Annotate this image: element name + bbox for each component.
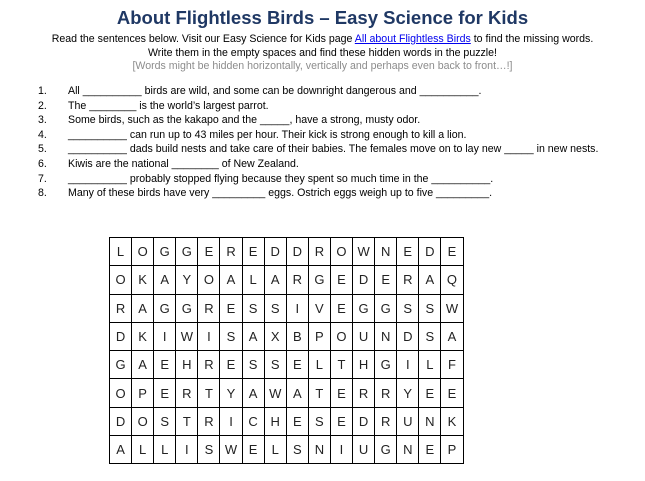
- grid-cell: E: [154, 379, 176, 407]
- sentence-list: [38, 84, 638, 201]
- grid-row: [110, 351, 464, 379]
- grid-cell: H: [264, 407, 286, 435]
- sentence-text: All __________ birds are wild, and some can be downright dangerous and __________.: [68, 85, 482, 97]
- grid-cell: D: [110, 407, 132, 435]
- grid-cell: W: [220, 436, 242, 464]
- instructions-line-2: Write them in the empty spaces and find these hidden words in the puzzle!: [147, 46, 497, 59]
- grid-cell: D: [419, 238, 441, 266]
- grid-cell: U: [397, 407, 419, 435]
- grid-cell: E: [154, 351, 176, 379]
- grid-cell: I: [397, 351, 419, 379]
- grid-cell: E: [220, 351, 242, 379]
- grid-cell: I: [330, 436, 352, 464]
- grid-cell: E: [375, 266, 397, 294]
- grid-cell: Y: [176, 266, 198, 294]
- grid-cell: H: [176, 351, 198, 379]
- grid-cell: A: [220, 266, 242, 294]
- sentence-number: 6.: [38, 157, 47, 170]
- sentence-number: 5.: [38, 143, 47, 156]
- grid-cell: Y: [397, 379, 419, 407]
- grid-cell: D: [110, 322, 132, 350]
- grid-cell: N: [397, 436, 419, 464]
- sentence-item: [38, 186, 638, 201]
- grid-cell: A: [242, 322, 264, 350]
- grid-cell: N: [308, 436, 330, 464]
- grid-cell: E: [330, 379, 352, 407]
- grid-cell: O: [330, 322, 352, 350]
- grid-cell: O: [110, 379, 132, 407]
- grid-cell: W: [264, 379, 286, 407]
- grid-cell: R: [308, 238, 330, 266]
- grid-cell: P: [308, 322, 330, 350]
- grid-cell: A: [132, 294, 154, 322]
- grid-cell: E: [441, 379, 463, 407]
- word-search-grid: [109, 237, 464, 464]
- grid-cell: P: [132, 379, 154, 407]
- instructions-text-end: to find the missing words.: [470, 33, 594, 45]
- grid-cell: A: [110, 436, 132, 464]
- grid-cell: W: [176, 322, 198, 350]
- sentence-number: 3.: [38, 114, 47, 127]
- grid-cell: T: [308, 379, 330, 407]
- grid-cell: G: [154, 238, 176, 266]
- sentence-text: __________ probably stopped flying because they spent so much time in the __________.: [68, 172, 494, 185]
- grid-cell: U: [353, 436, 375, 464]
- grid-cell: W: [353, 238, 375, 266]
- grid-cell: R: [397, 266, 419, 294]
- sentence-text: __________ dads build nests and take care of their babies. The females move on to lay new _____ in new nests.: [68, 143, 599, 156]
- grid-cell: W: [441, 294, 463, 322]
- grid-cell: D: [286, 238, 308, 266]
- grid-cell: K: [132, 266, 154, 294]
- grid-cell: G: [110, 351, 132, 379]
- grid-cell: R: [110, 294, 132, 322]
- grid-row: [110, 266, 464, 294]
- grid-cell: X: [264, 322, 286, 350]
- sentence-text: Many of these birds have very _________ eggs. Ostrich eggs weigh up to five _________.: [68, 187, 493, 200]
- grid-cell: A: [286, 379, 308, 407]
- grid-cell: E: [330, 294, 352, 322]
- grid-cell: O: [330, 238, 352, 266]
- sentence-item: [38, 84, 638, 99]
- grid-cell: N: [375, 238, 397, 266]
- grid-row: [110, 238, 464, 266]
- grid-cell: I: [220, 407, 242, 435]
- sentence-item: [38, 142, 638, 157]
- grid-cell: E: [397, 238, 419, 266]
- grid-cell: S: [308, 407, 330, 435]
- grid-cell: N: [419, 407, 441, 435]
- grid-cell: A: [242, 379, 264, 407]
- grid-cell: D: [264, 238, 286, 266]
- grid-cell: L: [132, 436, 154, 464]
- grid-cell: L: [110, 238, 132, 266]
- grid-cell: F: [441, 351, 463, 379]
- grid-cell: I: [198, 322, 220, 350]
- grid-cell: U: [353, 322, 375, 350]
- grid-cell: S: [242, 294, 264, 322]
- grid-cell: E: [198, 238, 220, 266]
- grid-cell: I: [286, 294, 308, 322]
- grid-cell: A: [154, 266, 176, 294]
- grid-cell: R: [353, 379, 375, 407]
- sentence-number: 4.: [38, 128, 47, 141]
- sentence-text: Some birds, such as the kakapo and the _____, have a strong, musty odor.: [68, 114, 421, 127]
- grid-cell: R: [198, 294, 220, 322]
- grid-cell: S: [264, 294, 286, 322]
- grid-cell: H: [353, 351, 375, 379]
- grid-cell: E: [419, 379, 441, 407]
- instructions-line-1: [0, 33, 645, 47]
- grid-cell: T: [176, 407, 198, 435]
- grid-cell: E: [286, 407, 308, 435]
- grid-cell: K: [441, 407, 463, 435]
- grid-cell: Q: [441, 266, 463, 294]
- sentence-number: 2.: [38, 99, 47, 112]
- grid-cell: R: [220, 238, 242, 266]
- page-title: About Flightless Birds – Easy Science for Kids: [116, 7, 529, 28]
- grid-cell: G: [176, 294, 198, 322]
- grid-cell: A: [441, 322, 463, 350]
- grid-cell: S: [154, 407, 176, 435]
- grid-cell: O: [198, 266, 220, 294]
- grid-cell: A: [419, 266, 441, 294]
- grid-cell: I: [176, 436, 198, 464]
- sentence-text: The ________ is the world’s largest parrot.: [68, 99, 269, 112]
- grid-cell: T: [330, 351, 352, 379]
- grid-row: [110, 407, 464, 435]
- instructions: [0, 33, 645, 74]
- grid-cell: S: [419, 294, 441, 322]
- grid-cell: S: [286, 436, 308, 464]
- grid-cell: R: [198, 351, 220, 379]
- grid-row: [110, 294, 464, 322]
- grid-cell: E: [220, 294, 242, 322]
- grid-cell: E: [441, 238, 463, 266]
- sentence-item: [38, 128, 638, 143]
- grid-cell: R: [198, 407, 220, 435]
- sentence-text: Kiwis are the national ________ of New Zealand.: [68, 157, 299, 170]
- grid-cell: E: [419, 436, 441, 464]
- grid-cell: G: [375, 436, 397, 464]
- grid-cell: S: [264, 351, 286, 379]
- grid-cell: S: [397, 294, 419, 322]
- grid-cell: L: [154, 436, 176, 464]
- grid-cell: O: [110, 266, 132, 294]
- grid-cell: C: [242, 407, 264, 435]
- grid-cell: B: [286, 322, 308, 350]
- grid-cell: R: [176, 379, 198, 407]
- grid-row: [110, 379, 464, 407]
- grid-cell: E: [330, 266, 352, 294]
- grid-cell: G: [375, 294, 397, 322]
- grid-cell: E: [330, 407, 352, 435]
- grid-cell: R: [286, 266, 308, 294]
- sentence-item: [38, 99, 638, 114]
- grid-cell: D: [397, 322, 419, 350]
- grid-cell: A: [132, 351, 154, 379]
- grid-cell: G: [308, 266, 330, 294]
- sentence-number: 1.: [38, 85, 47, 97]
- grid-cell: G: [353, 294, 375, 322]
- grid-cell: E: [242, 436, 264, 464]
- grid-cell: L: [264, 436, 286, 464]
- grid-cell: O: [132, 407, 154, 435]
- flightless-birds-link[interactable]: All about Flightless Birds: [354, 33, 471, 45]
- grid-cell: E: [242, 238, 264, 266]
- grid-cell: L: [308, 351, 330, 379]
- grid-cell: D: [353, 407, 375, 435]
- grid-cell: R: [375, 407, 397, 435]
- grid-cell: T: [198, 379, 220, 407]
- grid-cell: L: [242, 266, 264, 294]
- sentence-item: [38, 172, 638, 187]
- sentence-number: 8.: [38, 187, 47, 200]
- grid-cell: I: [154, 322, 176, 350]
- grid-cell: V: [308, 294, 330, 322]
- grid-cell: L: [419, 351, 441, 379]
- sentence-item: [38, 157, 638, 172]
- grid-cell: R: [375, 379, 397, 407]
- grid-cell: K: [132, 322, 154, 350]
- grid-cell: P: [441, 436, 463, 464]
- sentence-item: [38, 113, 638, 128]
- grid-cell: S: [419, 322, 441, 350]
- grid-cell: N: [375, 322, 397, 350]
- grid-cell: S: [198, 436, 220, 464]
- grid-cell: G: [375, 351, 397, 379]
- grid-cell: A: [264, 266, 286, 294]
- grid-cell: E: [286, 351, 308, 379]
- hint-note: [Words might be hidden horizontally, vertically and perhaps even back to front…!]: [132, 60, 513, 72]
- grid-cell: O: [132, 238, 154, 266]
- grid-cell: Y: [220, 379, 242, 407]
- instructions-text: Read the sentences below. Visit our Easy Science for Kids page: [51, 33, 355, 45]
- grid-cell: G: [154, 294, 176, 322]
- grid-cell: S: [242, 351, 264, 379]
- grid-cell: D: [353, 266, 375, 294]
- sentence-text: __________ can run up to 43 miles per hour. Their kick is strong enough to kill a lion.: [68, 128, 467, 141]
- grid-cell: G: [176, 238, 198, 266]
- sentence-number: 7.: [38, 172, 47, 185]
- grid-row: [110, 436, 464, 464]
- grid-row: [110, 322, 464, 350]
- grid-cell: S: [220, 322, 242, 350]
